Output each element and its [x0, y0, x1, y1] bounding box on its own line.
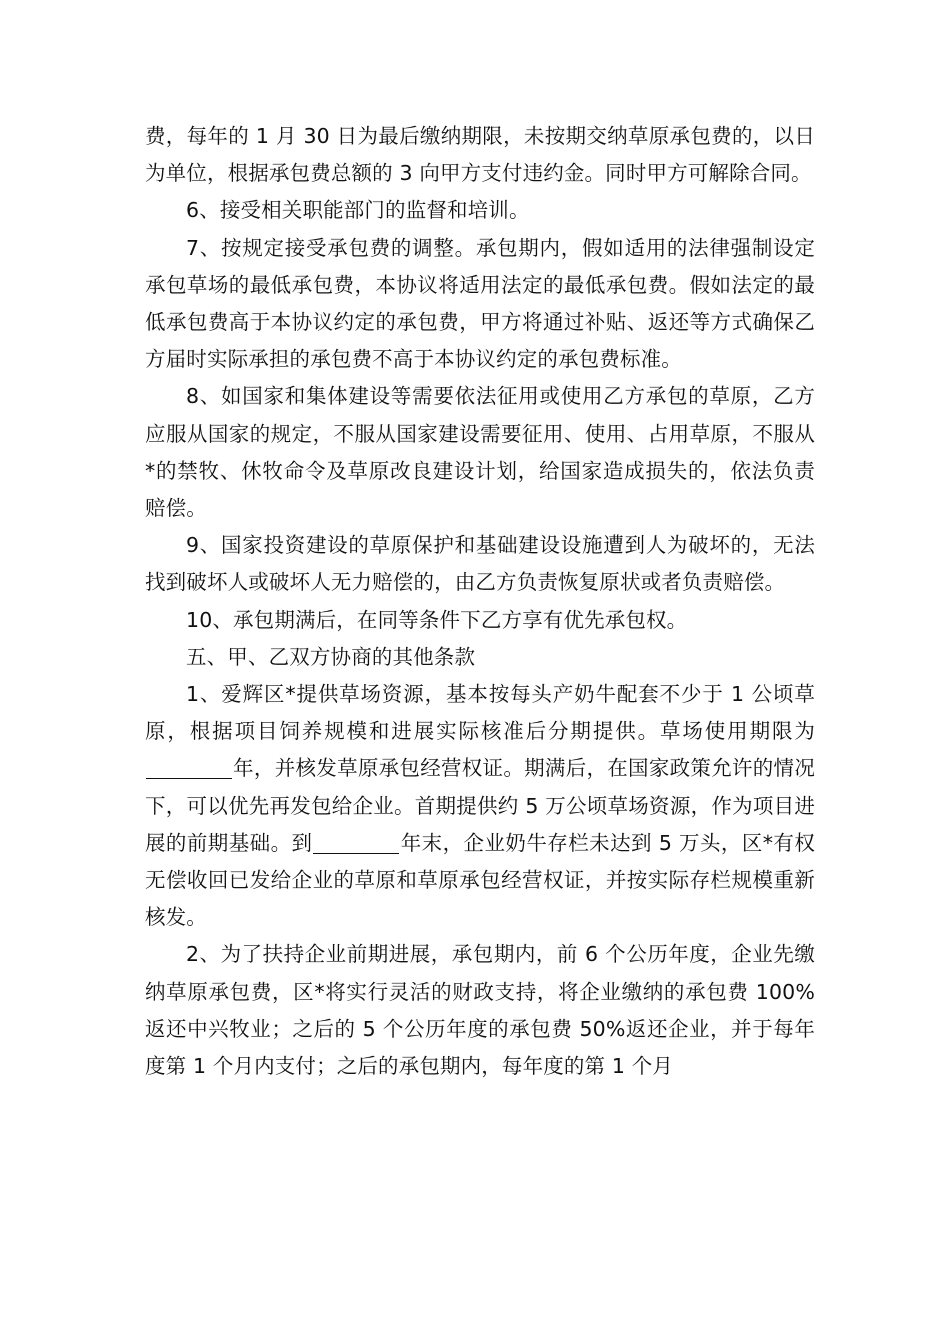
paragraph-item-7 [145, 230, 815, 379]
document-body [145, 118, 815, 1085]
paragraph-text: 年，并核发草原承包经营权证。期满后，在国家政策允许的情况下，可以优先再发包给企业。首期提供约 5 万公顷草场资源，作为项目进展的前期基础。到 [145, 756, 815, 855]
paragraph-text: 2、为了扶持企业前期进展，承包期内，前 6 个公历年度，企业先缴纳草原承包费，区*将实行灵活的财政支持，将企业缴纳的承包费 100%返还中兴牧业；之后的 5 个公历年度的承包费 50%返还企业，并于每年度第 1 个月内支付；之后的承包期内，每年度的第 1 个月 [145, 942, 815, 1079]
paragraph-other-2 [145, 936, 815, 1085]
paragraph-item-9 [145, 527, 815, 601]
paragraph-section-5 [145, 639, 815, 676]
paragraph-text: 8、如国家和集体建设等需要依法征用或使用乙方承包的草原，乙方应服从国家的规定，不服从国家建设需要征用、使用、占用草原，不服从*的禁牧、休牧命令及草原改良建设计划，给国家造成损失的，依法负责赔偿。 [145, 384, 815, 521]
paragraph-text: 五、甲、乙双方协商的其他条款 [186, 644, 476, 669]
paragraph-continued-fee [145, 118, 815, 192]
paragraph-other-1 [145, 676, 815, 936]
paragraph-item-10 [145, 602, 815, 639]
paragraph-item-8 [145, 378, 815, 527]
paragraph-text: 9、国家投资建设的草原保护和基础建设设施遭到人为破坏的，无法找到破坏人或破坏人无力赔偿的，由乙方负责恢复原状或者负责赔偿。 [145, 533, 815, 595]
paragraph-text: 年末，企业奶牛存栏未达到 5 万头，区*有权无偿收回已发给企业的草原和草原承包经营权证，并按实际存栏规模重新核发。 [145, 830, 816, 930]
paragraph-item-6 [145, 192, 815, 229]
paragraph-text: 7、按规定接受承包费的调整。承包期内，假如适用的法律强制设定承包草场的最低承包费，本协议将适用法定的最低承包费。假如法定的最低承包费高于本协议约定的承包费，甲方将通过补贴、返还等方式确保乙方届时实际承担的承包费不高于本协议约定的承包费标准。 [145, 235, 815, 372]
blank-fill-line [146, 758, 232, 779]
paragraph-text: 费，每年的 1 月 30 日为最后缴纳期限，未按期交纳草原承包费的，以日为单位，根据承包费总额的 3 向甲方支付违约金。同时甲方可解除合同。 [145, 124, 815, 186]
blank-fill-line [313, 833, 399, 854]
paragraph-text: 6、接受相关职能部门的监督和培训。 [186, 198, 530, 223]
paragraph-text: 10、承包期满后，在同等条件下乙方享有优先承包权。 [186, 607, 688, 632]
paragraph-text: 1、爱辉区*提供草场资源，基本按每头产奶牛配套不少于 1 公顷草原，根据项目饲养规模和进展实际核准后分期提供。草场使用期限为 [145, 682, 815, 744]
